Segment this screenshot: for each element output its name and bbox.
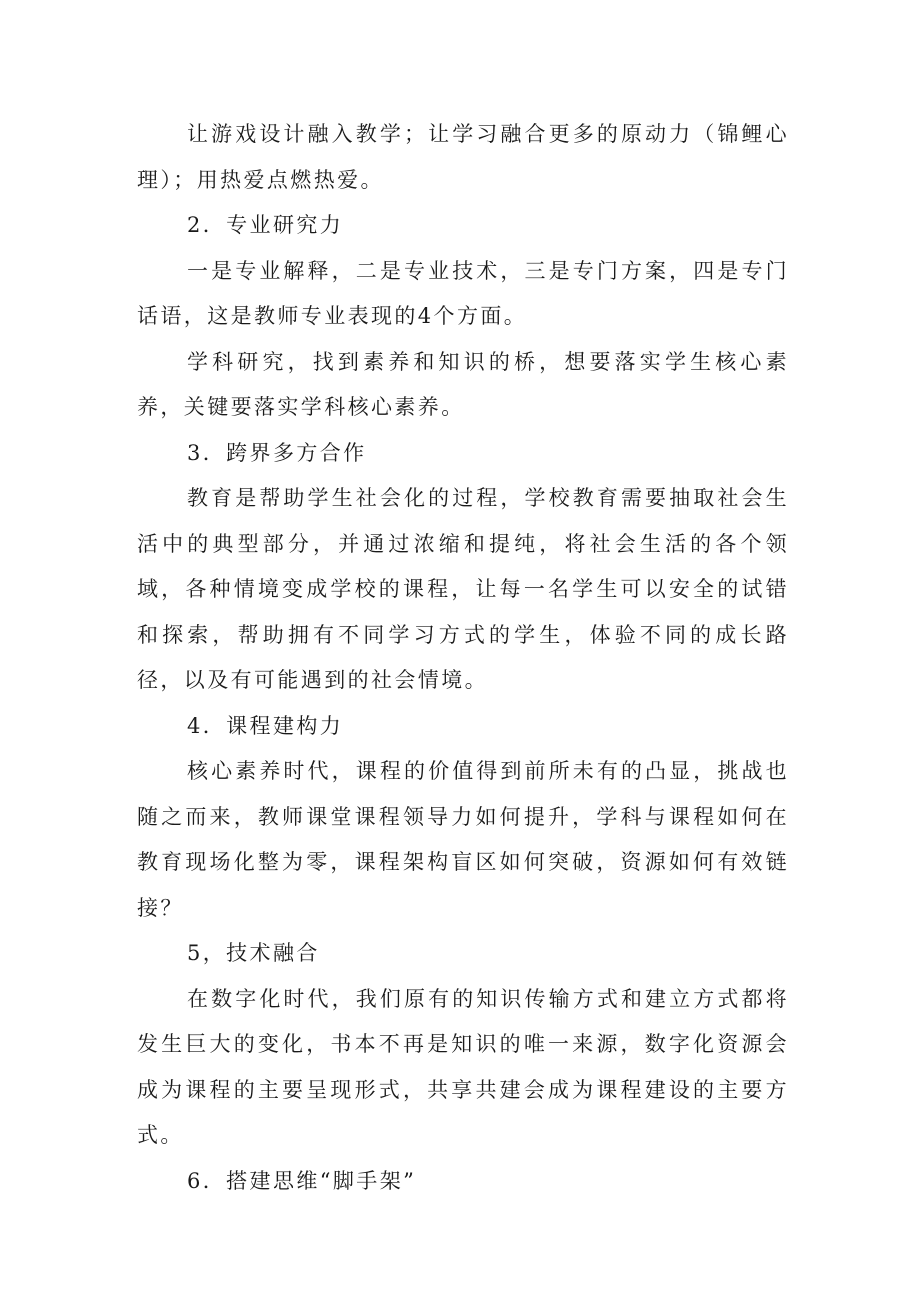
paragraph-body: 核心素养时代，课程的价值得到前所未有的凸显，挑战也随之而来，教师课堂课程领导力如何提升，学科与课程如何在教育现场化整为零，课程架构盲区如何突破，资源如何有效链接？: [137, 759, 789, 920]
section-heading: 5，技术融合: [187, 941, 320, 965]
document-body: [137, 112, 789, 1204]
section-heading: 4．课程建构力: [187, 713, 344, 738]
paragraph-body: 在数字化时代，我们原有的知识传输方式和建立方式都将发生巨大的变化，书本不再是知识的唯一来源，数字化资源会成为课程的主要呈现形式，共享共建会成为课程建设的主要方式。: [137, 986, 789, 1147]
paragraph-body: 一是专业解释，二是专业技术，三是专门方案，四是专门话语，这是教师专业表现的4个方面。: [137, 258, 789, 328]
paragraph-body: 让游戏设计融入教学；让学习融合更多的原动力（锦鲤心理）；用热爱点燃热爱。: [137, 122, 789, 192]
paragraph-body: 教育是帮助学生社会化的过程，学校教育需要抽取社会生活中的典型部分，并通过浓缩和提纯，将社会生活的各个领域，各种情境变成学校的课程，让每一名学生可以安全的试错和探索，帮助拥有不同学习方式的学生，体验不同的成长路径，以及有可能遇到的社会情境。: [137, 486, 789, 692]
section-heading: 6．搭建思维“脚手架”: [187, 1168, 417, 1193]
section-heading: 2．专业研究力: [187, 213, 344, 237]
paragraph-body: 学科研究，找到素养和知识的桥，想要落实学生核心素养，关键要落实学科核心素养。: [137, 349, 789, 419]
section-heading: 3．跨界多方合作: [187, 440, 367, 465]
